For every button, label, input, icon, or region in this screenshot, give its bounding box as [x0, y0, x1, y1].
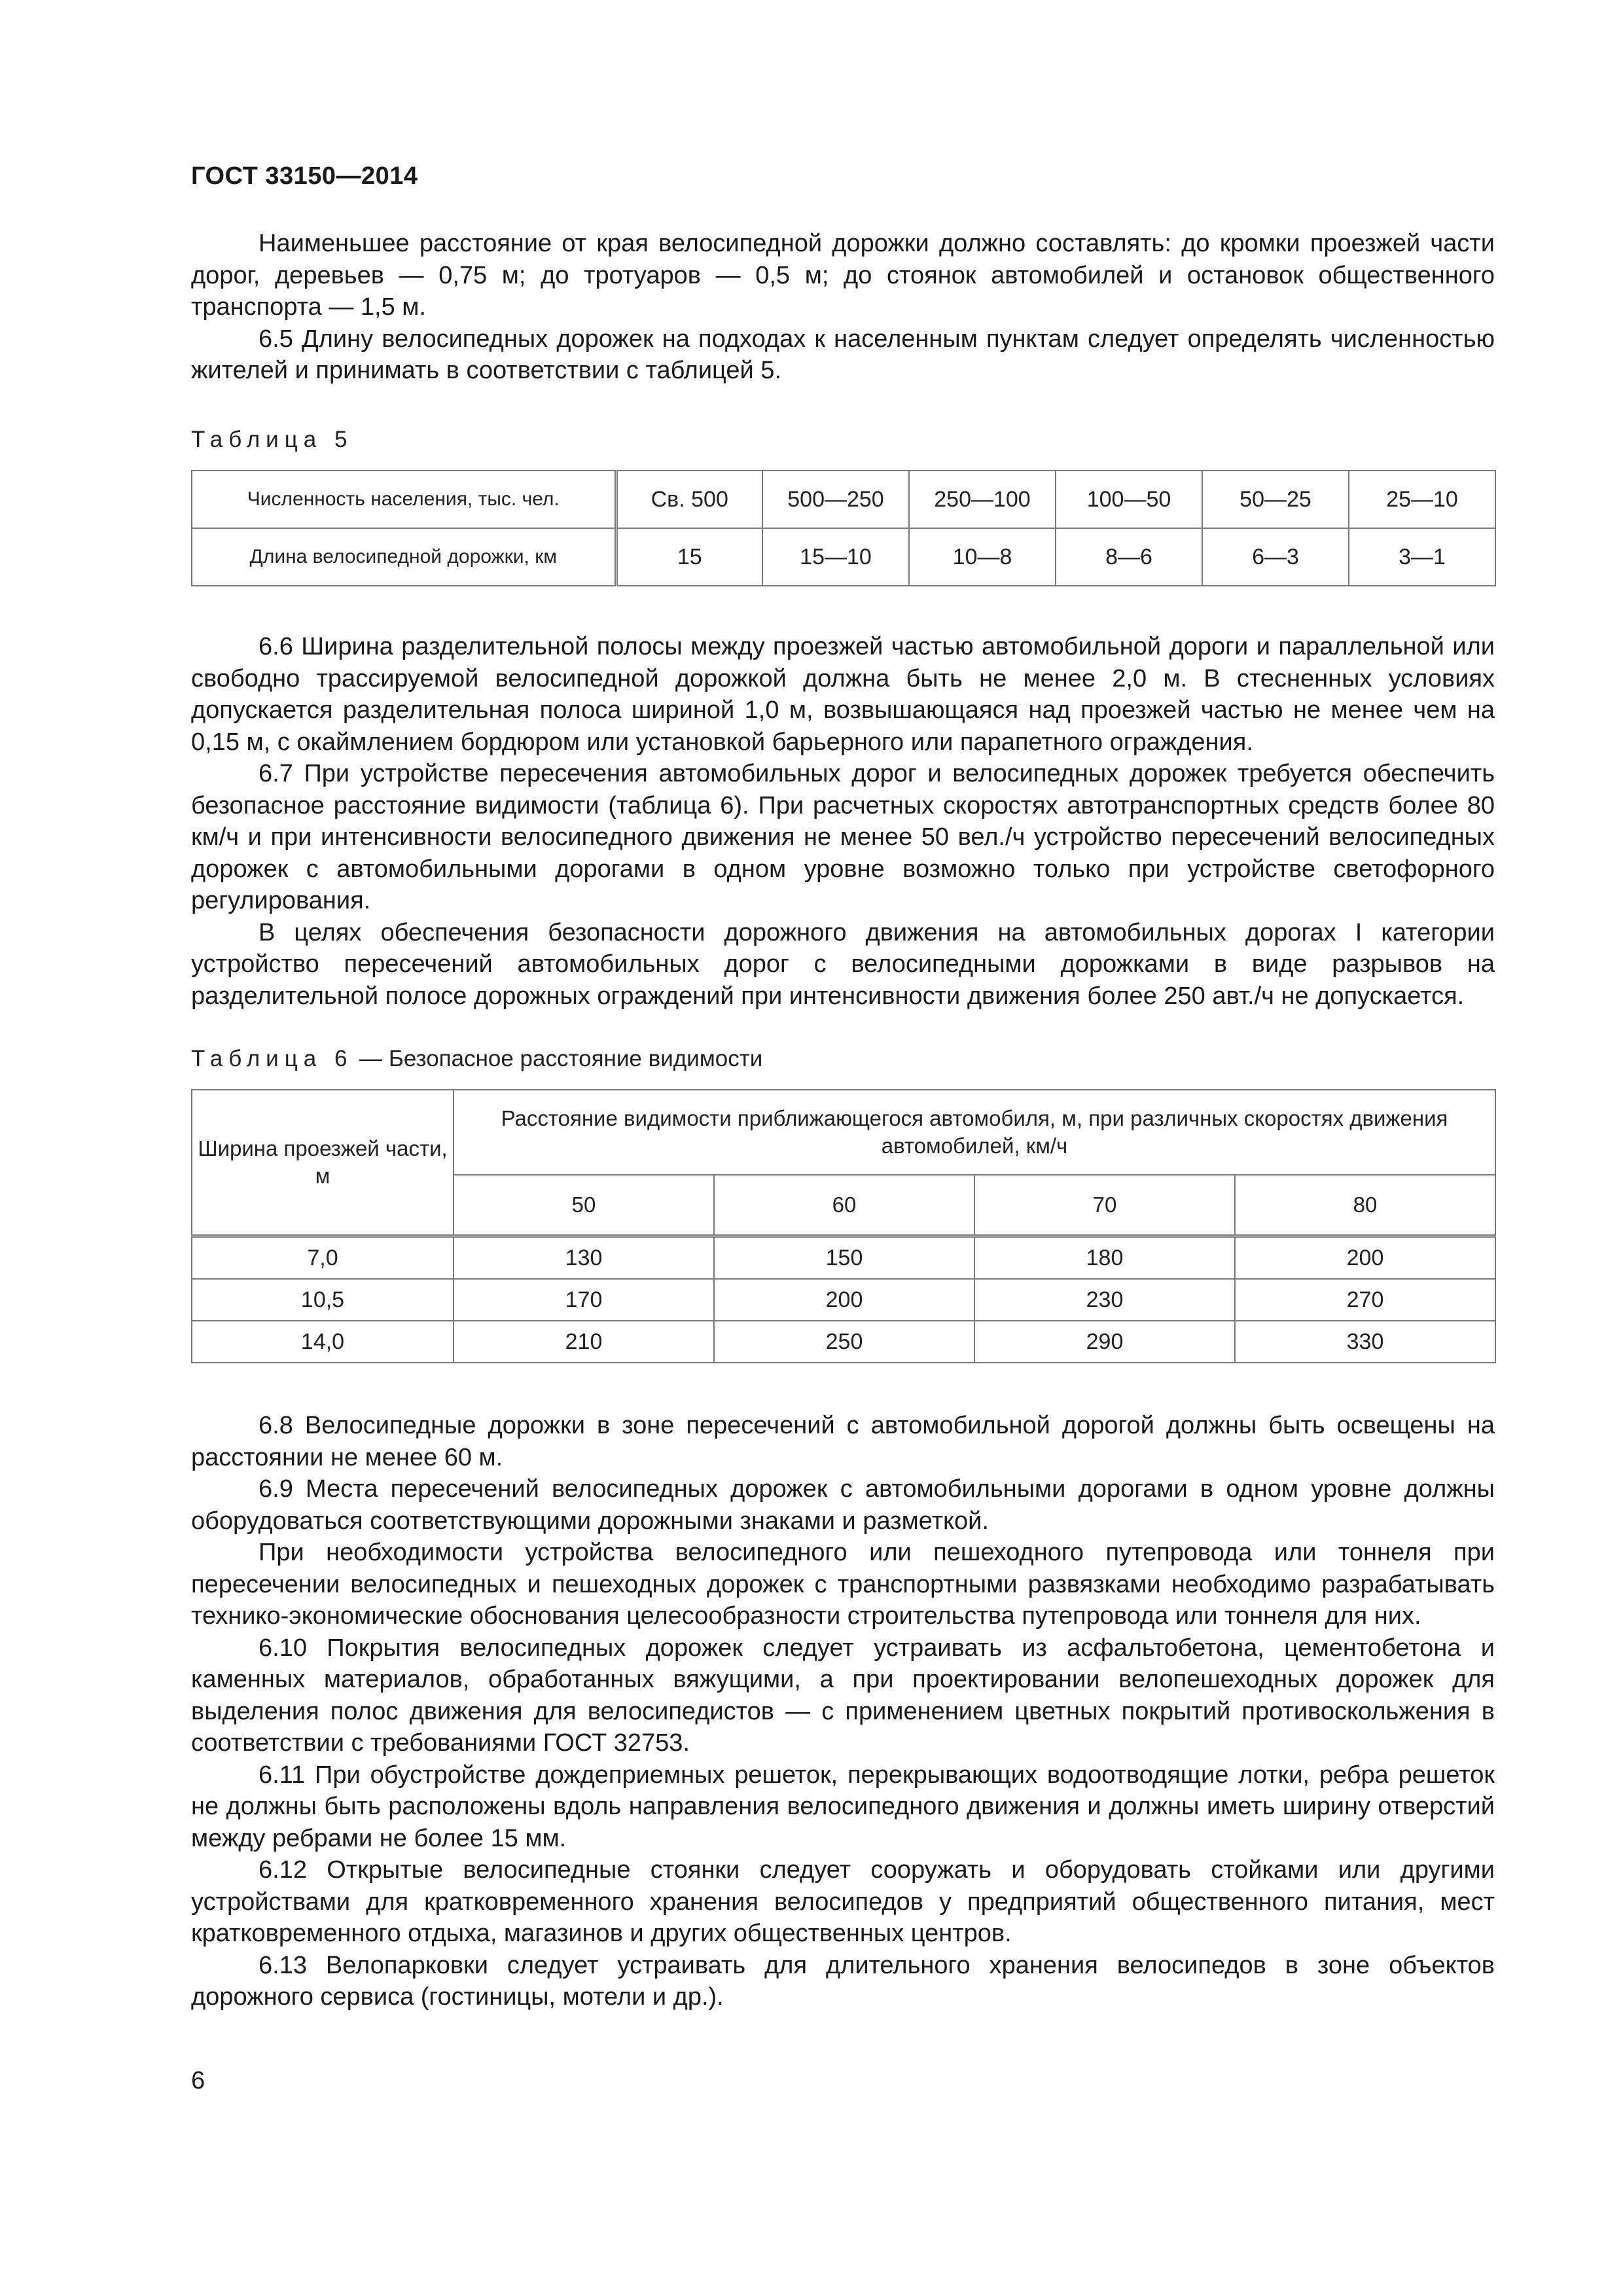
table-cell: 170 — [454, 1279, 714, 1321]
column-header-width: Ширина проезжей части, м — [192, 1090, 454, 1236]
row-label: Длина велосипедной дорожки, км — [192, 528, 616, 586]
table-cell: 290 — [974, 1321, 1235, 1363]
paragraph: В целях обеспечения безопасности дорожного движения на автомобильных дорогах I категории устройство пересечений автомобильных дорог с велосипедными дорожками в виде разрывов на разделительной полосе дорожных ограждений при интенсивности движения более 250 авт./ч не допускается. — [191, 918, 1495, 1010]
speed-header: 70 — [974, 1175, 1235, 1236]
speed-header: 60 — [714, 1175, 974, 1236]
speed-header: 50 — [454, 1175, 714, 1236]
table5-caption: Таблица 5 — [191, 427, 353, 452]
paragraph-6-11: 6.11 При обустройстве дождеприемных решеток, перекрывающих водоотводящие лотки, ребра решеток не должны быть расположены вдоль направления велосипедного движения и должны иметь ширину отверстий между ребрами не более 15 мм. — [191, 1761, 1495, 1852]
table-cell: 250 — [714, 1321, 974, 1363]
table-cell: 6—3 — [1202, 528, 1349, 586]
table-cell: 330 — [1235, 1321, 1495, 1363]
table6-caption — [191, 1046, 762, 1072]
table-cell: 100—50 — [1056, 471, 1202, 528]
table-6 — [191, 1089, 1496, 1363]
paragraph-6-13: 6.13 Велопарковки следует устраивать для длительного хранения велосипедов в зоне объектов дорожного сервиса (гостиницы, мотели и др.). — [191, 1951, 1495, 2011]
paragraph: При необходимости устройства велосипедного или пешеходного путепровода или тоннеля при пересечении велосипедных и пешеходных дорожек с транспортными развязками необходимо разрабатывать технико-экономические обоснования целесообразности строительства путепровода или тоннеля для них. — [191, 1539, 1495, 1630]
table-row — [192, 1279, 1495, 1321]
speed-header: 80 — [1235, 1175, 1495, 1236]
paragraph-6-9: 6.9 Места пересечений велосипедных дорожек с автомобильными дорогами в одном уровне должны оборудоваться соответствующими дорожными знаками и разметкой. — [191, 1475, 1495, 1535]
table-cell: 7,0 — [192, 1236, 454, 1280]
table-cell: 200 — [1235, 1236, 1495, 1280]
table-cell: 3—1 — [1349, 528, 1495, 586]
table-cell: 15—10 — [762, 528, 909, 586]
table-cell: 10,5 — [192, 1279, 454, 1321]
table-cell: 50—25 — [1202, 471, 1349, 528]
paragraph-6-5: 6.5 Длину велосипедных дорожек на подходах к населенным пунктам следует определять численностью жителей и принимать в соответствии с таблицей 5. — [191, 325, 1495, 384]
table-row — [192, 528, 1495, 586]
table-cell: 15 — [616, 528, 762, 586]
table-cell: 250—100 — [909, 471, 1056, 528]
paragraph-6-12: 6.12 Открытые велосипедные стоянки следует сооружать и оборудовать стойками или другими устройствами для кратковременного хранения велосипедов у предприятий общественного питания, мест кратковременного отдыха, магазинов и других общественных центров. — [191, 1856, 1495, 1947]
paragraph-6-6: 6.6 Ширина разделительной полосы между проезжей частью автомобильной дороги и параллельной или свободно трассируемой велосипедной дорожкой должна быть не менее 2,0 м. В стесненных условиях допускается разделительная полоса шириной 1,0 м, возвышающаяся над проезжей частью не менее чем на 0,15 м, с окаймлением бордюром или установкой барьерного или парапетного ограждения. — [191, 633, 1495, 756]
table-cell: 10—8 — [909, 528, 1056, 586]
table-cell: 200 — [714, 1279, 974, 1321]
paragraph-6-7: 6.7 При устройстве пересечения автомобильных дорог и велосипедных дорожек требуется обеспечить безопасное расстояние видимости (таблица 6). При расчетных скоростях автотранспортных средств более 80 км/ч и при интенсивности велосипедного движения не менее 50 вел./ч устройство пересечений велосипедных дорожек с автомобильными дорогами в одном уровне возможно только при устройстве светофорного регулирования. — [191, 760, 1495, 914]
table-cell: 150 — [714, 1236, 974, 1280]
table-cell: 130 — [454, 1236, 714, 1280]
table6-caption-label: Таблица 6 — [191, 1046, 353, 1071]
table-cell: Св. 500 — [616, 471, 762, 528]
table-header-row — [192, 1090, 1495, 1175]
table-cell: 500—250 — [762, 471, 909, 528]
page-number: 6 — [191, 2067, 205, 2094]
table-cell: 210 — [454, 1321, 714, 1363]
table-cell: 25—10 — [1349, 471, 1495, 528]
paragraph-6-10: 6.10 Покрытия велосипедных дорожек следует устраивать из асфальтобетона, цементобетона и каменных материалов, обработанных вяжущими, а при проектировании велопешеходных дорожек для выделения полос движения для велосипедистов — с применением цветных покрытий противоскольжения в соответствии с требованиями ГОСТ 32753. — [191, 1634, 1495, 1757]
table-cell: 270 — [1235, 1279, 1495, 1321]
document-header: ГОСТ 33150—2014 — [191, 162, 418, 190]
table-row — [192, 1321, 1495, 1363]
table-5 — [191, 470, 1496, 586]
text-block-1 — [191, 228, 1495, 387]
table-cell: 8—6 — [1056, 528, 1202, 586]
table-row — [192, 471, 1495, 528]
table-cell: 14,0 — [192, 1321, 454, 1363]
column-header-visibility: Расстояние видимости приближающегося автомобиля, м, при различных скоростях движения автомобилей, км/ч — [454, 1090, 1495, 1175]
paragraph-6-8: 6.8 Велосипедные дорожки в зоне пересечений с автомобильной дорогой должны быть освещены на расстоянии не менее 60 м. — [191, 1412, 1495, 1471]
paragraph: Наименьшее расстояние от края велосипедной дорожки должно составлять: до кромки проезжей части дорог, деревьев — 0,75 м; до тротуаров — 0,5 м; до стоянок автомобилей и остановок общественного транспорта — 1,5 м. — [191, 230, 1495, 321]
row-label: Численность населения, тыс. чел. — [192, 471, 616, 528]
text-block-2 — [191, 631, 1495, 1012]
table-cell: 230 — [974, 1279, 1235, 1321]
table-row — [192, 1236, 1495, 1280]
table-cell: 180 — [974, 1236, 1235, 1280]
table6-caption-title: — Безопасное расстояние видимости — [353, 1046, 763, 1071]
text-block-3 — [191, 1410, 1495, 2013]
